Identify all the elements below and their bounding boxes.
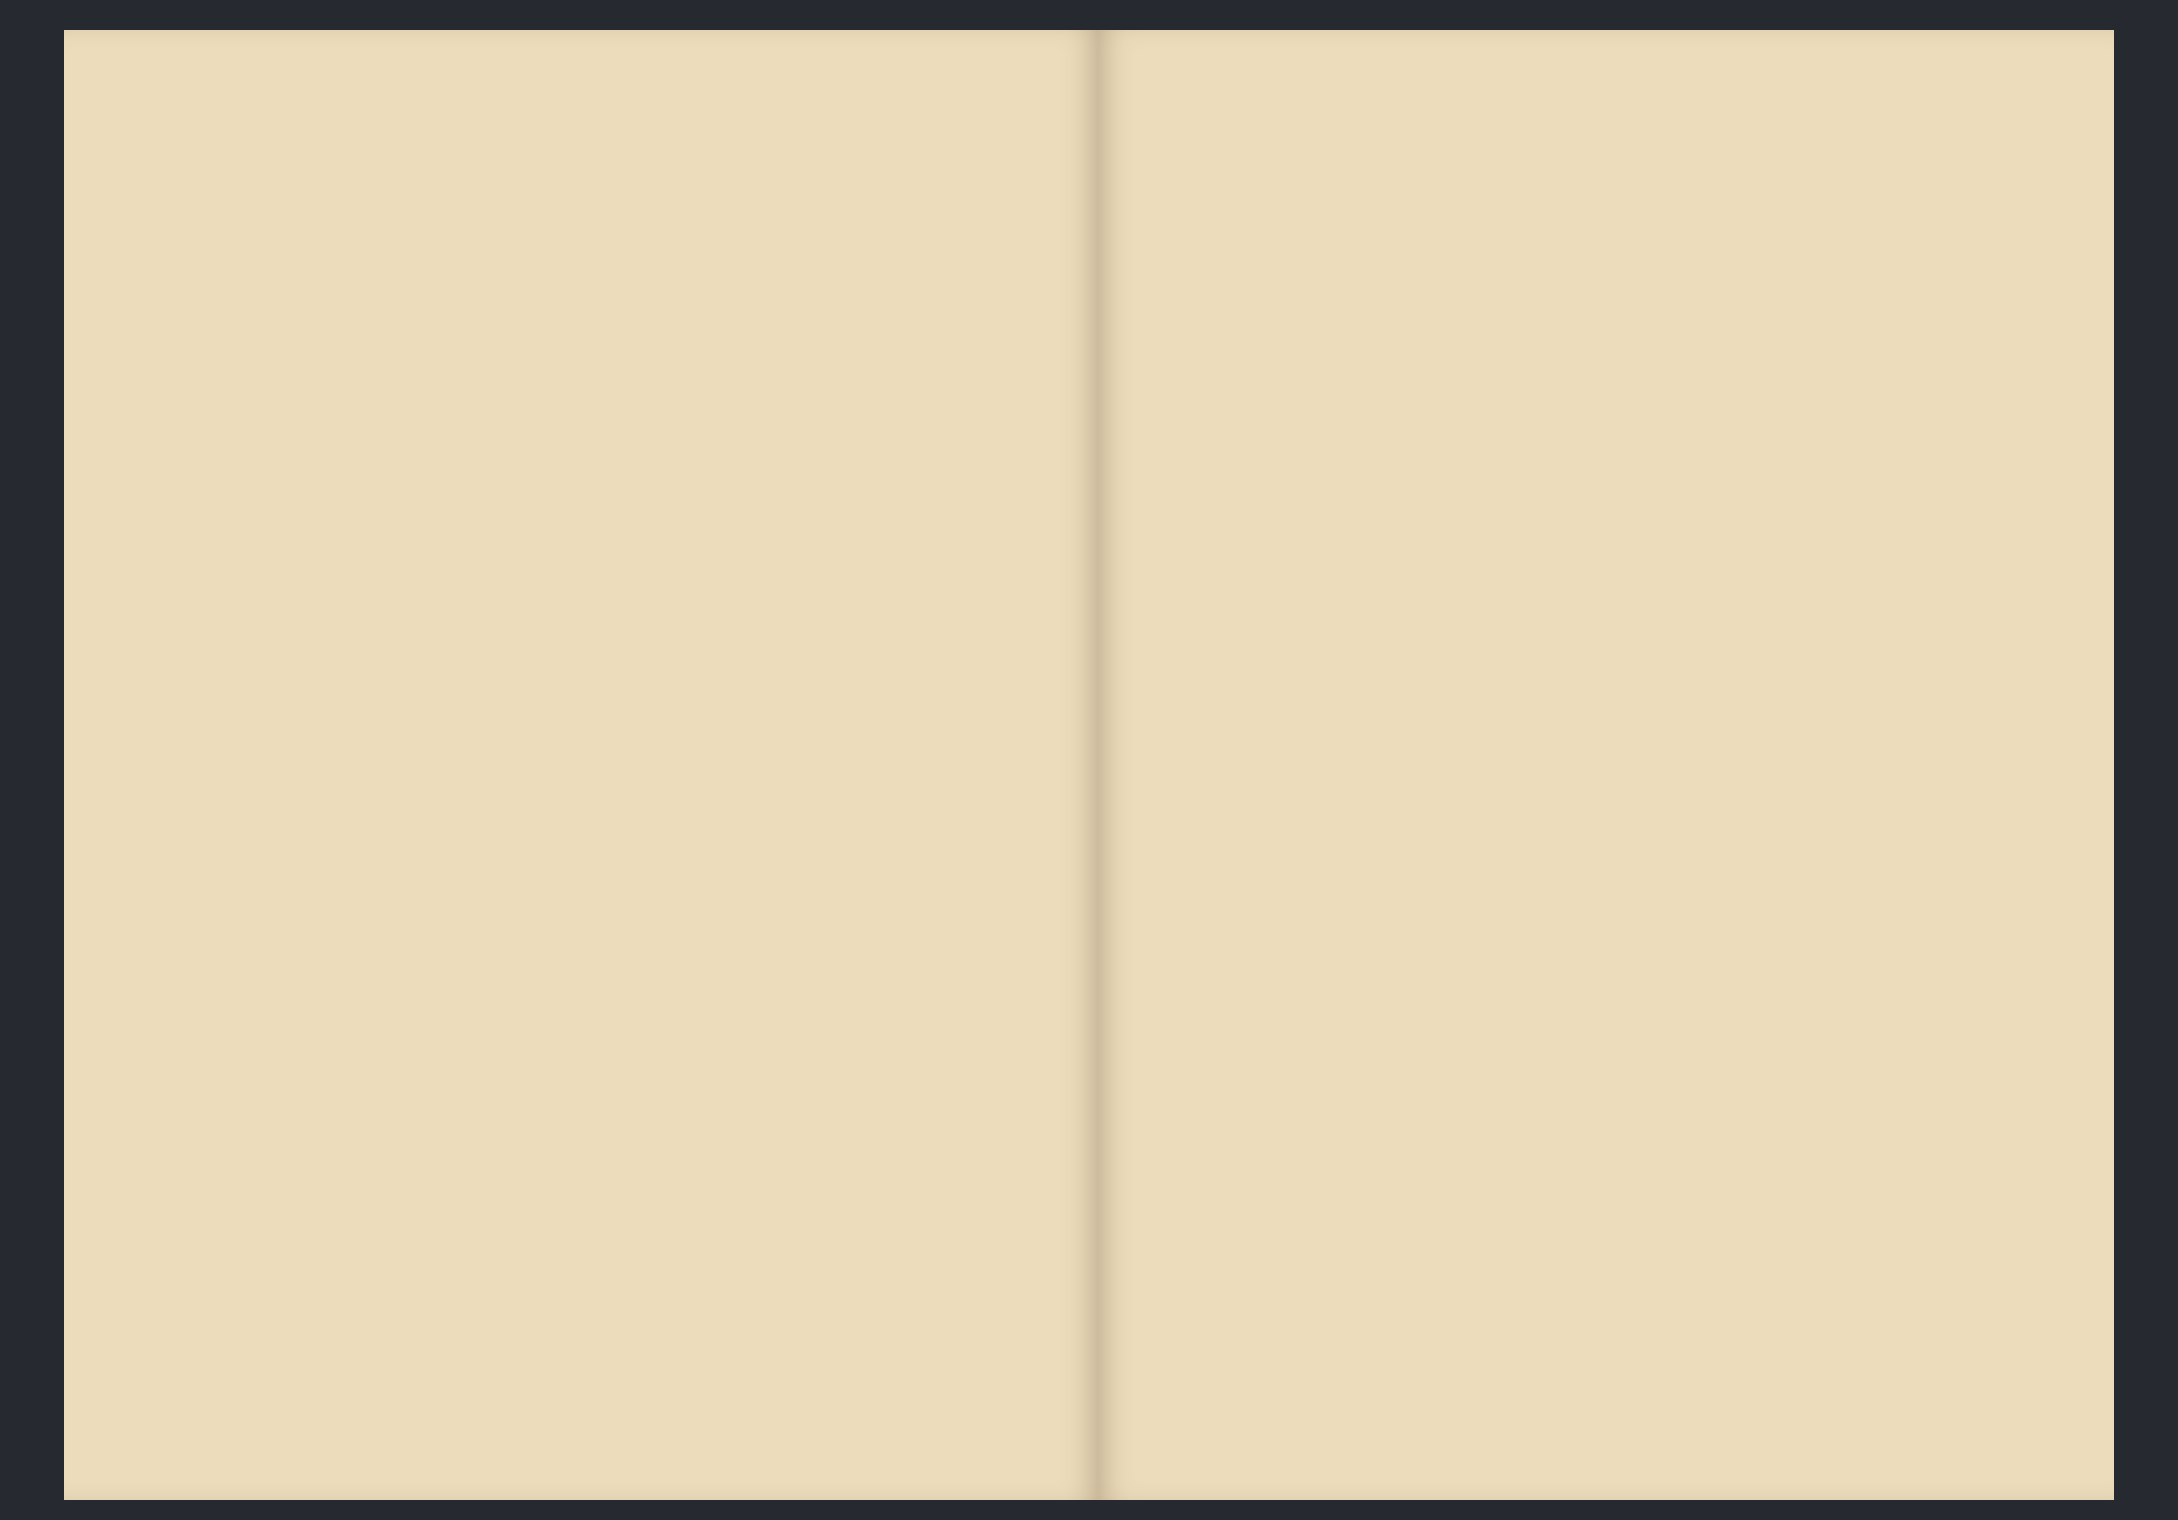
right-page bbox=[1098, 30, 2114, 1500]
left-page bbox=[64, 30, 1098, 1500]
